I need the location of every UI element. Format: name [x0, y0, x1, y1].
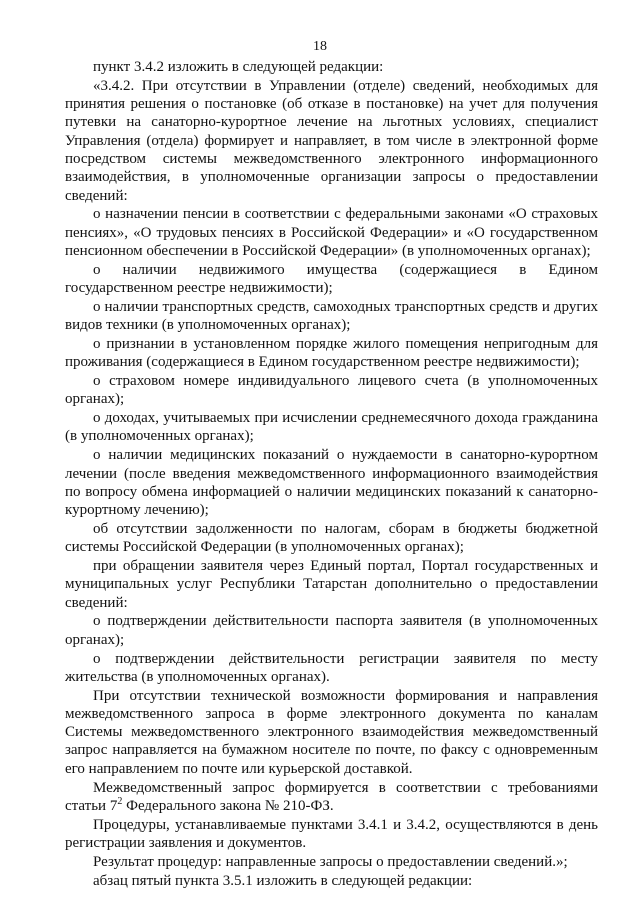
list-item-snils: о страховом номере индивидуального лицевого счета (в уполномоченных органах);	[65, 373, 598, 408]
list-item-real-estate: о наличии недвижимого имущества (содержащиеся в Едином государственном реестре недвижимости);	[65, 261, 598, 297]
page-number: 18	[313, 39, 327, 54]
paragraph-portal: при обращении заявителя через Единый портал, Портал государственных и муниципальных услуг Республики Татарстан дополнительно о предоставлении сведений:	[65, 558, 598, 611]
list-item-medical: о наличии медицинских показаний о нуждаемости в санаторно-курортном лечении (после введения межведомственного информационного взаимодействия по вопросу обмена информацией о наличии медицинских показаний к санаторно-курортному лечению);	[65, 447, 598, 519]
list-item-vehicles: о наличии транспортных средств, самоходных транспортных средств и других видов техники (в уполномоченных органах);	[65, 298, 598, 334]
paragraph-procedures: Процедуры, устанавливаемые пунктами 3.4.1 и 3.4.2, осуществляются в день регистрации заявления и документов.	[65, 816, 598, 851]
request-format-text: Межведомственный запрос формируется в соответствии с требованиями статьи 7	[65, 779, 598, 814]
paragraph-3-4-2: «3.4.2. При отсутствии в Управлении (отделе) сведений, необходимых для принятия решения о постановке (об отказе в постановке) на учет для получения путевки на санаторно-курортное лечение на льготных условиях, специалист Управления (отдела) формирует и направляет, в том числе в электронной форме посредством системы межведомственного электронного информационного взаимодействия, в уполномоченные организации запросы о предоставлении сведений:	[65, 77, 598, 204]
list-item-income: о доходах, учитываемых при исчислении среднемесячного дохода гражданина (в уполномоченных органах);	[65, 410, 598, 445]
paragraph-paper-request: При отсутствии технической возможности формирования и направления межведомственного запроса в форме электронного документа по каналам Системы межведомственного электронного взаимодействия межведомственный запрос направляется на бумажном носителе по почте, по факсу с одновременным его направлением по почте или курьерской доставкой.	[65, 687, 598, 777]
paragraph-intro: пункт 3.4.2 изложить в следующей редакции:	[93, 59, 384, 75]
request-format-tail: Федерального закона № 210-ФЗ.	[122, 797, 334, 814]
list-item-pension: о назначении пенсии в соответствии с федеральными законами «О страховых пенсиях», «О трудовых пенсиях в Российской Федерации» и «О государственном пенсионном обеспечении в Российской Федерации» (в уполномоченных органах);	[65, 206, 598, 259]
document-body	[65, 58, 598, 890]
article-superscript: 2	[117, 795, 123, 807]
list-item-housing: о признании в установленном порядке жилого помещения непригодным для проживания (содержащиеся в Едином государственном реестре недвижимости);	[65, 335, 598, 371]
list-item-taxes: об отсутствии задолженности по налогам, сборам в бюджеты бюджетной системы Российской Федерации (в уполномоченных органах);	[65, 520, 598, 556]
paragraph-3-5-1: абзац пятый пункта 3.5.1 изложить в следующей редакции:	[93, 872, 473, 889]
paragraph-result: Результат процедур: направленные запросы о предоставлении сведений.»;	[93, 853, 568, 870]
paragraph-request-format	[65, 779, 598, 816]
list-item-passport: о подтверждении действительности паспорта заявителя (в уполномоченных органах);	[65, 613, 598, 648]
list-item-registration: о подтверждении действительности регистрации заявителя по месту жительства (в уполномоченных органах).	[65, 650, 598, 685]
